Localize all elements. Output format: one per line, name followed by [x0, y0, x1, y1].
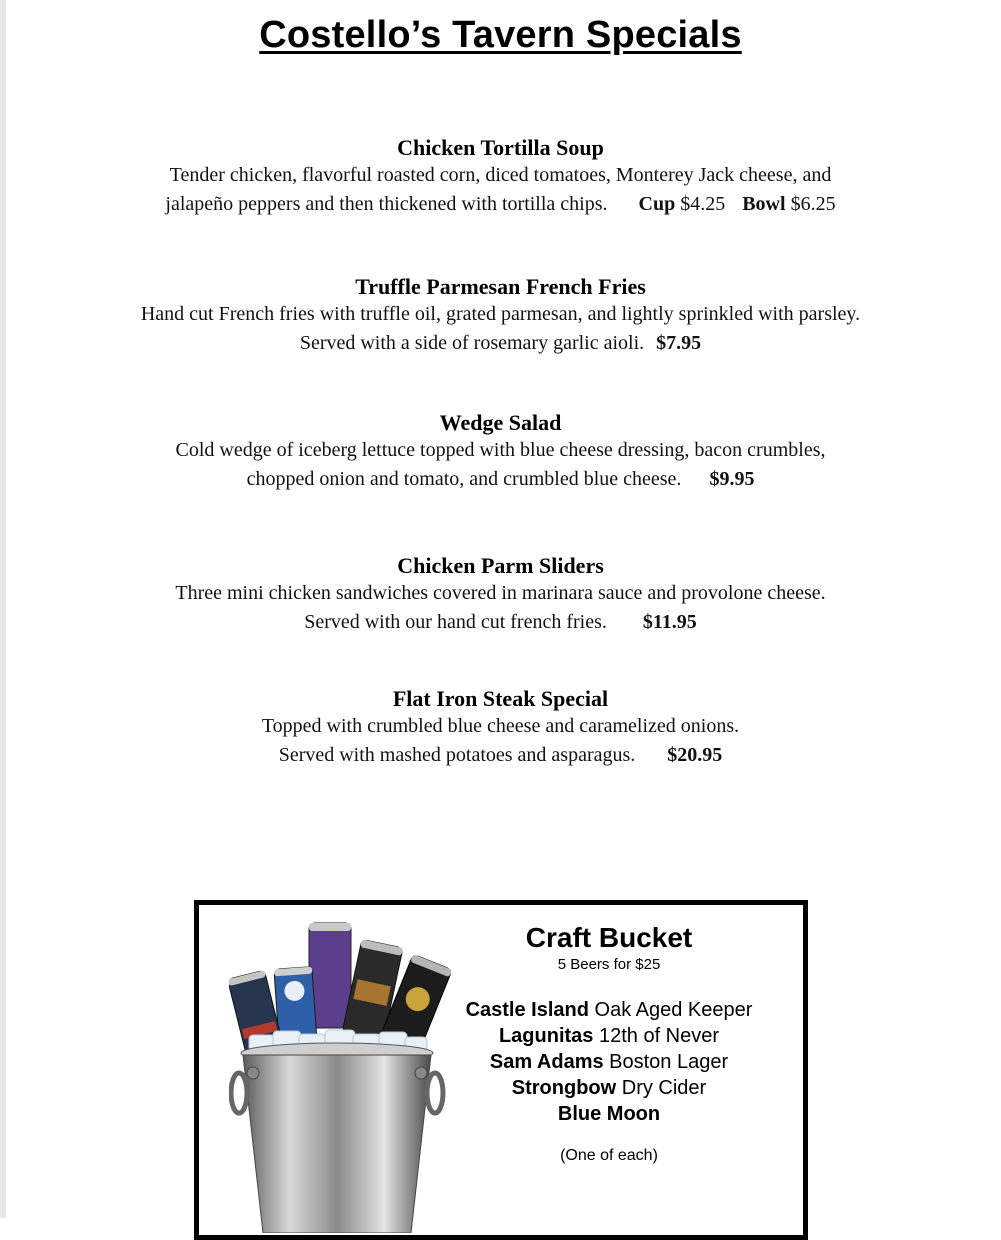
item-description-text: Served with our hand cut french fries. [304, 611, 607, 633]
item-description-text: chopped onion and tomato, and crumbled blue cheese. [246, 468, 682, 490]
craft-bucket-note: (One of each) [560, 1147, 658, 1164]
item-description-line1: Three mini chicken sandwiches covered in marinara sauce and provolone cheese. [175, 582, 826, 604]
beer-style: Oak Aged Keeper [588, 999, 753, 1021]
item-description-line1: Cold wedge of iceberg lettuce topped with blue cheese dressing, bacon crumbles, [175, 439, 826, 461]
item-description-text: jalapeño peppers and then thickened with tortilla chips. [165, 193, 608, 215]
item-price: $20.95 [667, 744, 723, 766]
craft-bucket-title: Craft Bucket [525, 922, 693, 953]
bowl-label: Bowl [742, 193, 786, 215]
item-price: $7.95 [656, 332, 702, 354]
item-price: $11.95 [642, 611, 697, 633]
beer-list-item [444, 1101, 774, 1127]
item-description-line2 [0, 608, 1001, 637]
beer-brand: Blue Moon [557, 1103, 661, 1125]
beer-brand: Castle Island [465, 999, 589, 1021]
beer-brand: Lagunitas [498, 1025, 594, 1047]
item-name: Chicken Parm Sliders [397, 553, 604, 578]
menu-item-chicken-parm-sliders [0, 553, 1001, 637]
beer-brand: Strongbow [511, 1077, 617, 1099]
item-description-text: Served with a side of rosemary garlic aioli. [299, 332, 645, 354]
item-description-line2 [0, 465, 1001, 494]
craft-bucket-subtitle: 5 Beers for $25 [557, 956, 661, 973]
item-name: Flat Iron Steak Special [392, 686, 609, 711]
item-name: Wedge Salad [439, 410, 562, 435]
beer-style: Boston Lager [603, 1051, 729, 1073]
cup-label: Cup [638, 193, 676, 215]
beer-list-item [444, 1075, 774, 1101]
beer-style: 12th of Never [593, 1025, 720, 1047]
item-name: Chicken Tortilla Soup [397, 135, 604, 160]
item-description-line1: Tender chicken, flavorful roasted corn, diced tomatoes, Monterey Jack cheese, and [169, 164, 832, 186]
item-description-line2 [0, 329, 1001, 358]
bucket [231, 1043, 443, 1233]
item-description-line2 [0, 190, 1001, 219]
page-title: Costello’s Tavern Specials [259, 14, 742, 56]
bowl-price: $6.25 [790, 193, 836, 215]
beer-list-item [444, 1023, 774, 1049]
beer-list-item [444, 997, 774, 1023]
craft-bucket-box [194, 900, 808, 1240]
beer-list [444, 997, 774, 1127]
item-description-line1: Hand cut French fries with truffle oil, grated parmesan, and lightly sprinkled with parsley. [140, 303, 861, 325]
item-price: $9.95 [709, 468, 755, 490]
beer-brand: Sam Adams [489, 1051, 604, 1073]
menu-item-truffle-fries [0, 274, 1001, 358]
beer-style: Dry Cider [616, 1077, 707, 1099]
item-description-line2 [0, 741, 1001, 770]
menu-item-wedge-salad [0, 410, 1001, 494]
item-description-text: Served with mashed potatoes and asparagus. [278, 744, 636, 766]
craft-bucket-text [444, 921, 774, 1165]
cup-price: $4.25 [680, 193, 726, 215]
item-description-line1: Topped with crumbled blue cheese and caramelized onions. [261, 715, 740, 737]
item-name: Truffle Parmesan French Fries [355, 274, 646, 299]
menu-item-chicken-tortilla-soup [0, 135, 1001, 219]
beer-bucket-illustration [229, 913, 464, 1233]
beer-list-item [444, 1049, 774, 1075]
menu-item-flat-iron-steak [0, 686, 1001, 770]
